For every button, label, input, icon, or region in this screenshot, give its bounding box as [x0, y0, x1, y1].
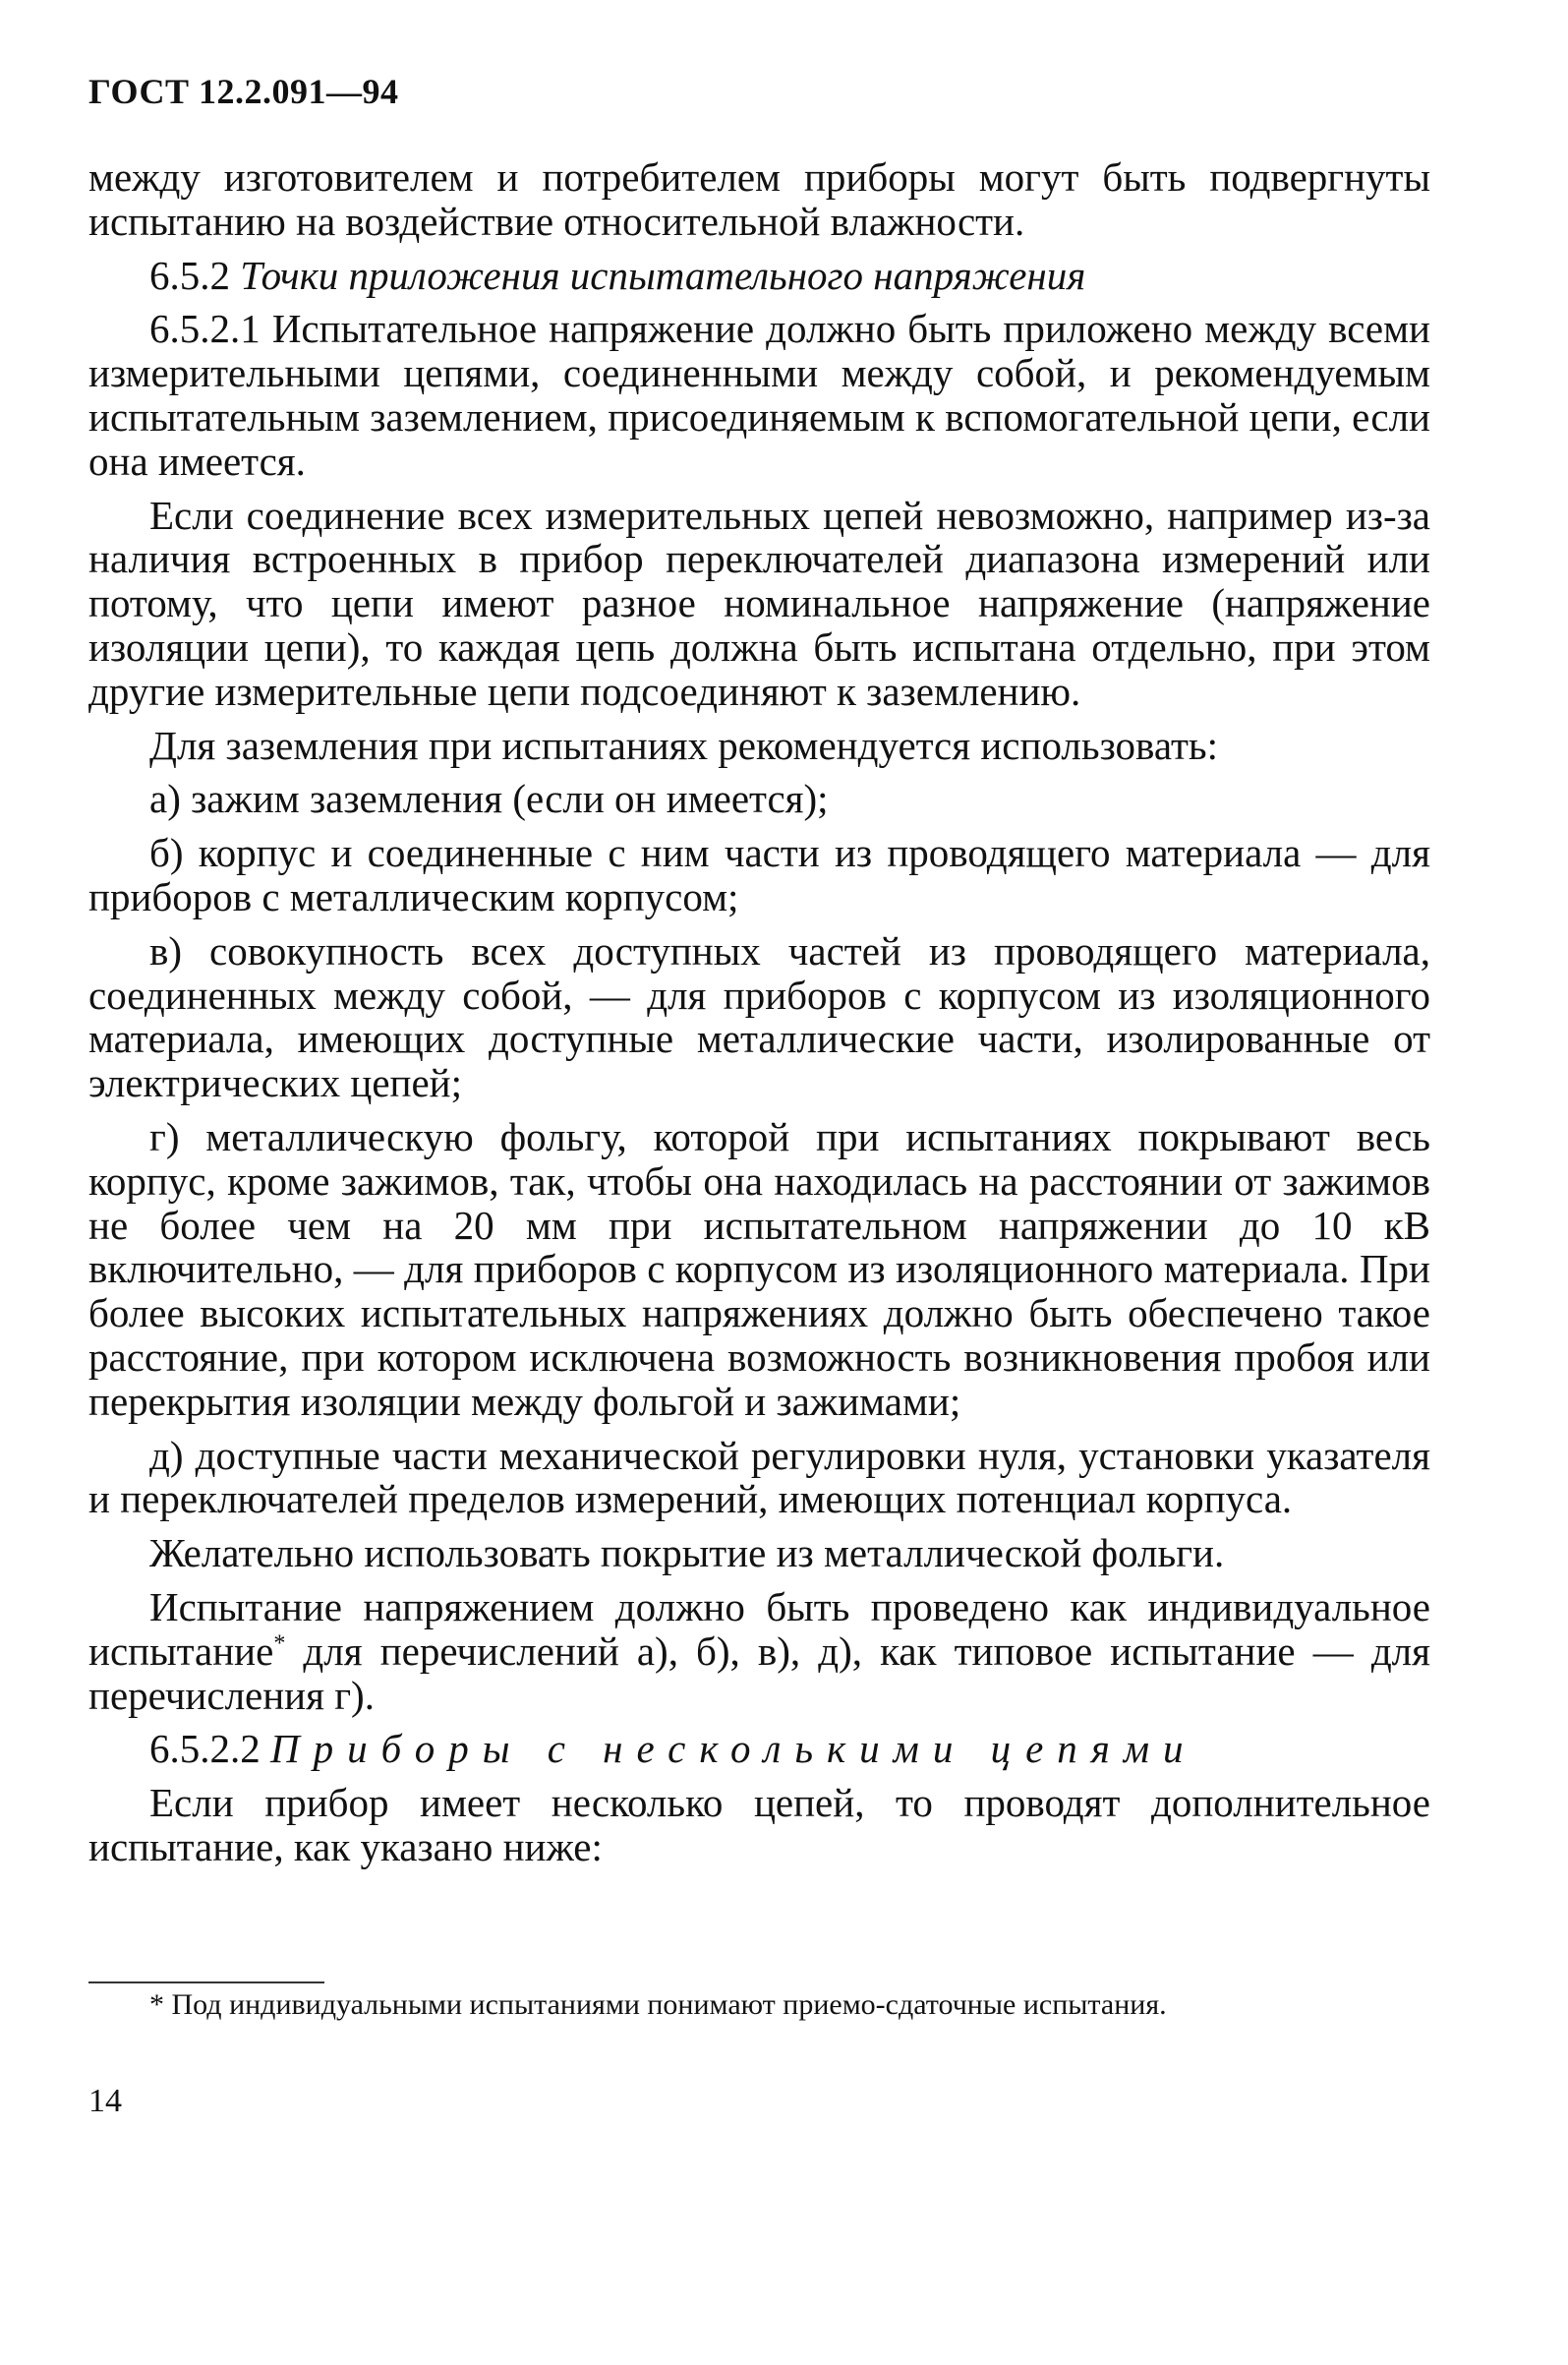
footnote: [149, 1988, 1427, 2022]
paragraph-text: Испытание напряжением должно быть проведено как индивидуальное испытание: [88, 1583, 1430, 1674]
document-body: [88, 155, 1430, 1879]
section-title: Точки приложения испытательного напряжения: [240, 252, 1086, 298]
paragraph: между изготовителем и потребителем приборы могут быть подвергнуты испытанию на воздействие относительной влажности.: [88, 154, 1430, 244]
footnote-marker: *: [149, 1988, 164, 2021]
footnote-text: Под индивидуальными испытаниями понимают приемо-сдаточные испытания.: [171, 1988, 1167, 2021]
footnote-marker: *: [273, 1630, 286, 1657]
section-title: Приборы с несколькими цепями: [270, 1726, 1197, 1772]
page-number: 14: [88, 2083, 122, 2119]
paragraph: 6.5.2.1 Испытательное напряжение должно быть приложено между всеми измерительными цепями, соединенными между собой, и рекомендуемым испытательным заземлением, присоединяемым к вспомогательной цепи, если она имеется.: [88, 306, 1430, 484]
paragraph: Если прибор имеет несколько цепей, то проводят дополнительное испытание, как указано ниже:: [88, 1780, 1430, 1869]
list-item-d: д) доступные части механической регулировки нуля, установки указателя и переключателей пределов измерений, имеющих потенциал корпуса.: [88, 1432, 1430, 1522]
list-item-v: в) совокупность всех доступных частей из проводящего материала, соединенных между собой, — для приборов с корпусом из изоляционного материала, имеющих доступные металлические части, изолированные от электрических цепей;: [88, 927, 1430, 1106]
section-number: 6.5.2.2: [149, 1726, 261, 1772]
paragraph: Желательно использовать покрытие из металлической фольги.: [149, 1530, 1225, 1576]
section-number: 6.5.2: [149, 252, 230, 298]
paragraph-text: для перечислений а), б), в), д), как типовое испытание — для перечисления г).: [88, 1627, 1430, 1718]
paragraph-with-footnote: [88, 1585, 1430, 1717]
section-heading-6-5-2: [88, 254, 1430, 298]
paragraph: Для заземления при испытаниях рекомендуется использовать:: [149, 722, 1218, 768]
document-header: ГОСТ 12.2.091—94: [88, 72, 399, 111]
footnote-divider: [88, 1981, 324, 1983]
list-item-b: б) корпус и соединенные с ним части из проводящего материала — для приборов с металлическим корпусом;: [88, 830, 1430, 919]
list-item-g: г) металлическую фольгу, которой при испытаниях покрывают весь корпус, кроме зажимов, так, чтобы она находилась на расстоянии от зажимов не более чем на 20 мм при испытательном напряжении до 10 кВ включительно, — для приборов с корпусом из изоляционного материала. При более высоких испытательных напряжениях должно быть обеспечено такое расстояние, при котором исключена возможность возникновения пробоя или перекрытия изоляции между фольгой и зажимами;: [88, 1113, 1430, 1424]
paragraph: Если соединение всех измерительных цепей невозможно, например из-за наличия встроенных в прибор переключателей диапазона измерений или потому, что цепи имеют разное номинальное напряжение (напряжение изоляции цепи), то каждая цепь должна быть испытана отдельно, при этом другие измерительные цепи подсоединяют к заземлению.: [88, 492, 1430, 714]
list-item-a: а) зажим заземления (если он имеется);: [149, 776, 829, 822]
section-heading-6-5-2-2: [88, 1727, 1430, 1771]
